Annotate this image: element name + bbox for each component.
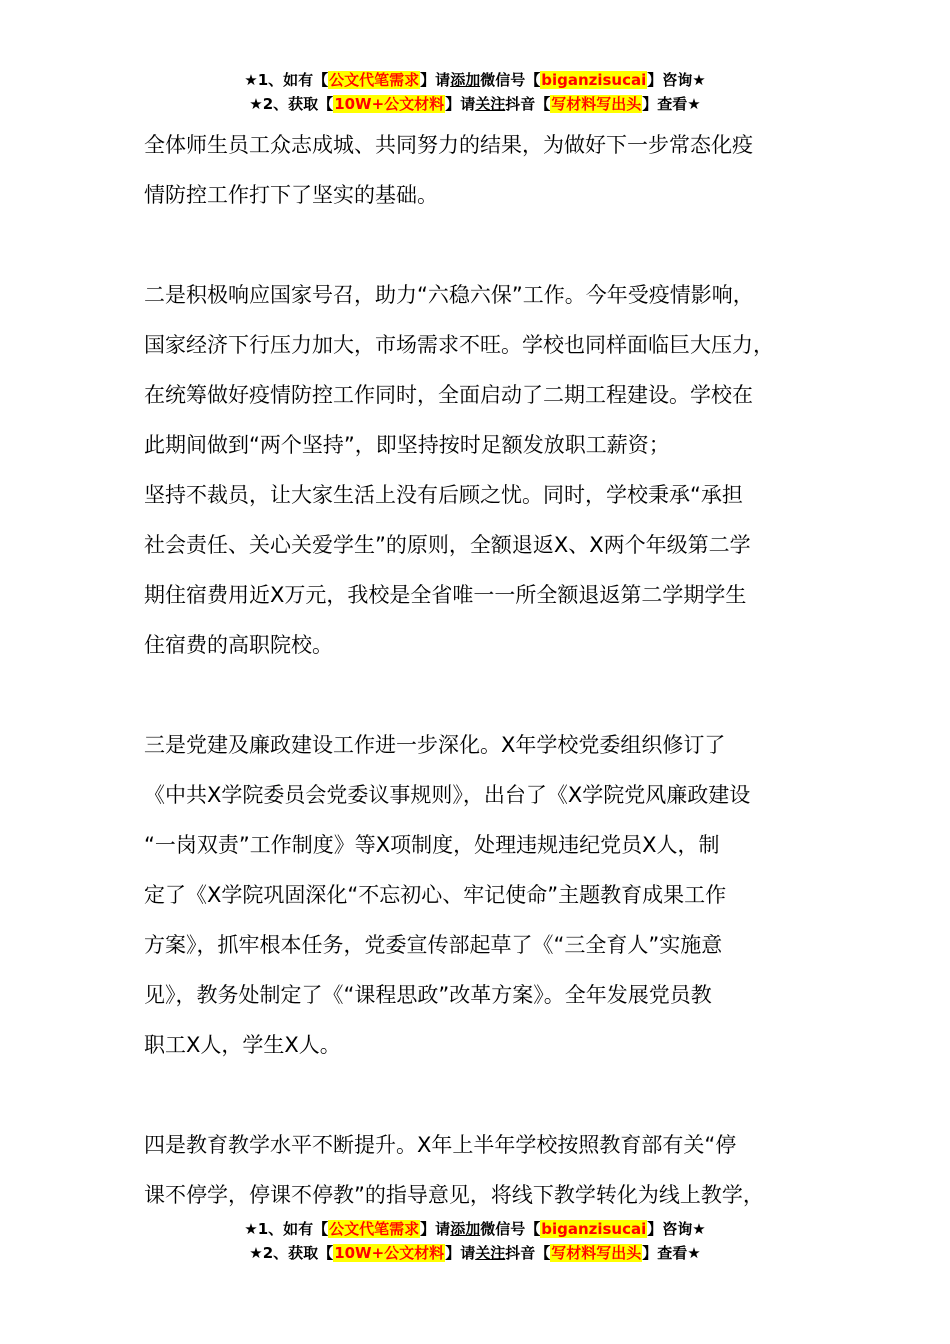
paragraph-2: 二是积极响应国家号召，助力“六稳六保”工作。今年受疫情影响， 国家经济下行压力加大，市场需求不旺。学校也同样面临巨大压力， 在统筹做好疫情防控工作同时，全面启动了二期工程建设。学校在 此期间做到“两个坚持”，即坚持按时足额发放职工薪资； 坚持不裁员，让大家生活上没有后顾之忧。同时，学校秉承“承担 社会责任、关心关爱学生”的原则，全额退返X、X两个年级第二学 期住宿费用近X万元，我校是全省唯一一所全额退返第二学期学生 住宿费的高职院校。 xyxy=(144,283,774,657)
banner-highlight: 写材料写出头 xyxy=(551,95,642,113)
paragraph-4: 四是教育教学水平不断提升。X年上半年学校按照教育部有关“停 课不停学，停课不停教”的指导意见，将线下教学转化为线上教学， xyxy=(144,1133,764,1207)
paragraph-3: 三是党建及廉政建设工作进一步深化。X年学校党委组织修订了 《中共X学院委员会党委议事规则》，出台了《X学院党风廉政建设 “一岗双责”工作制度》等X项制度，处理违规违纪党员X人，制 定了《X学院巩固深化“不忘初心、牢记使命”主题教育成果工作 方案》，抓牢根本任务，党委宣传部起草了《“三全育人”实施意 见》，教务处制定了《“课程思政”改革方案》。全年发展党员教 职工X人，学生X人。 xyxy=(144,733,751,1057)
banner-line-1: ★1、如有【公文代笔需求】请添加微信号【biganzisucai】咨询★ xyxy=(244,71,706,89)
banner-highlight: 公文代笔需求 xyxy=(329,71,420,89)
banner-highlight: biganzisucai xyxy=(541,1220,647,1238)
header-banner xyxy=(0,68,950,116)
paragraph-1: 全体师生员工众志成城、共同努力的结果，为做好下一步常态化疫 情防控工作打下了坚实的基础。 xyxy=(144,133,753,207)
banner-highlight: 公文代笔需求 xyxy=(329,1220,420,1238)
banner-highlight: 写材料写出头 xyxy=(551,1244,642,1262)
banner-highlight: biganzisucai xyxy=(541,71,647,89)
banner-highlight: 10W+公文材料 xyxy=(334,1244,445,1262)
footer-banner xyxy=(0,1217,950,1265)
banner-line-2: ★2、获取【10W+公文材料】请关注抖音【写材料写出头】查看★ xyxy=(249,1244,701,1262)
banner-line-2: ★2、获取【10W+公文材料】请关注抖音【写材料写出头】查看★ xyxy=(249,95,701,113)
banner-line-1: ★1、如有【公文代笔需求】请添加微信号【biganzisucai】咨询★ xyxy=(244,1220,706,1238)
document-body xyxy=(144,120,834,1270)
banner-highlight: 10W+公文材料 xyxy=(334,95,445,113)
